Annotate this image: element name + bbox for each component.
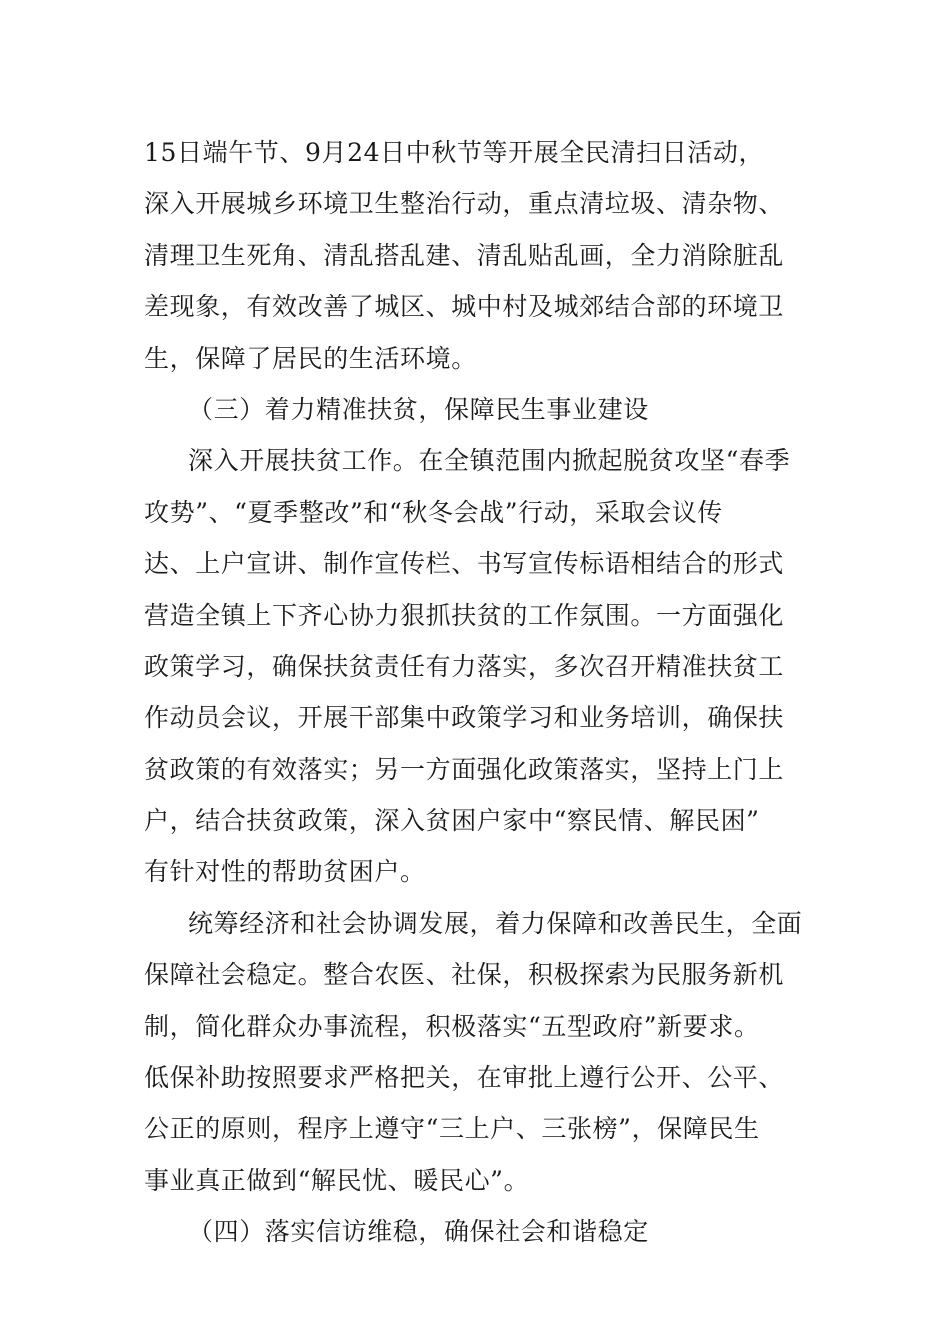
paragraph-line: 作动员会议，开展干部集中政策学习和业务培训，确保扶 (144, 703, 785, 733)
paragraph-line: 达、上户宣讲、制作宣传栏、书写宣传标语相结合的形式 (144, 549, 785, 579)
paragraph-line: 差现象，有效改善了城区、城中村及城郊结合部的环境卫 (144, 292, 785, 322)
paragraph-line: 户，结合扶贫政策，深入贫困户家中“察民情、解民困” (144, 806, 760, 836)
paragraph-line: 有针对性的帮助贫困户。 (144, 857, 426, 887)
paragraph-line: 事业真正做到“解民忧、暖民心”。 (144, 1165, 530, 1195)
paragraph-poverty-alleviation (144, 435, 814, 898)
paragraph-line: 制，简化群众办事流程，积极落实“五型政府”新要求。 (144, 1011, 760, 1041)
section-heading-4 (144, 1206, 814, 1257)
document-body (144, 127, 814, 1258)
paragraph-line: 清理卫生死角、清乱搭乱建、清乱贴乱画，全力消除脏乱 (144, 240, 785, 270)
paragraph-line: 低保补助按照要求严格把关，在审批上遵行公开、公平、 (144, 1063, 785, 1093)
paragraph-line: 统筹经济和社会协调发展，着力保障和改善民生，全面 (188, 908, 803, 938)
section-heading-3 (144, 384, 814, 435)
section-heading-line: （四）落实信访维稳，确保社会和谐稳定 (188, 1217, 649, 1247)
paragraph-line: 公正的原则，程序上遵守“三上户、三张榜”，保障民生 (144, 1114, 760, 1144)
paragraph-line: 15日端午节、9月24日中秋节等开展全民清扫日活动， (144, 138, 765, 167)
paragraph-line: 营造全镇上下齐心协力狠抓扶贫的工作氛围。一方面强化 (144, 600, 785, 630)
paragraph-sanitation (144, 127, 814, 384)
paragraph-livelihood (144, 898, 814, 1206)
paragraph-line: 政策学习，确保扶贫责任有力落实，多次召开精准扶贫工 (144, 651, 785, 681)
paragraph-line: 深入开展城乡环境卫生整治行动，重点清垃圾、清杂物、 (144, 189, 785, 219)
section-heading-line: （三）着力精准扶贫，保障民生事业建设 (188, 394, 649, 424)
paragraph-line: 深入开展扶贫工作。在全镇范围内掀起脱贫攻坚“春季 (188, 446, 791, 476)
paragraph-line: 保障社会稳定。整合农医、社保，积极探索为民服务新机 (144, 960, 785, 990)
paragraph-line: 攻势”、“夏季整改”和“秋冬会战”行动，采取会议传 (144, 497, 723, 527)
paragraph-line: 生，保障了居民的生活环境。 (144, 343, 477, 373)
paragraph-line: 贫政策的有效落实；另一方面强化政策落实，坚持上门上 (144, 754, 785, 784)
